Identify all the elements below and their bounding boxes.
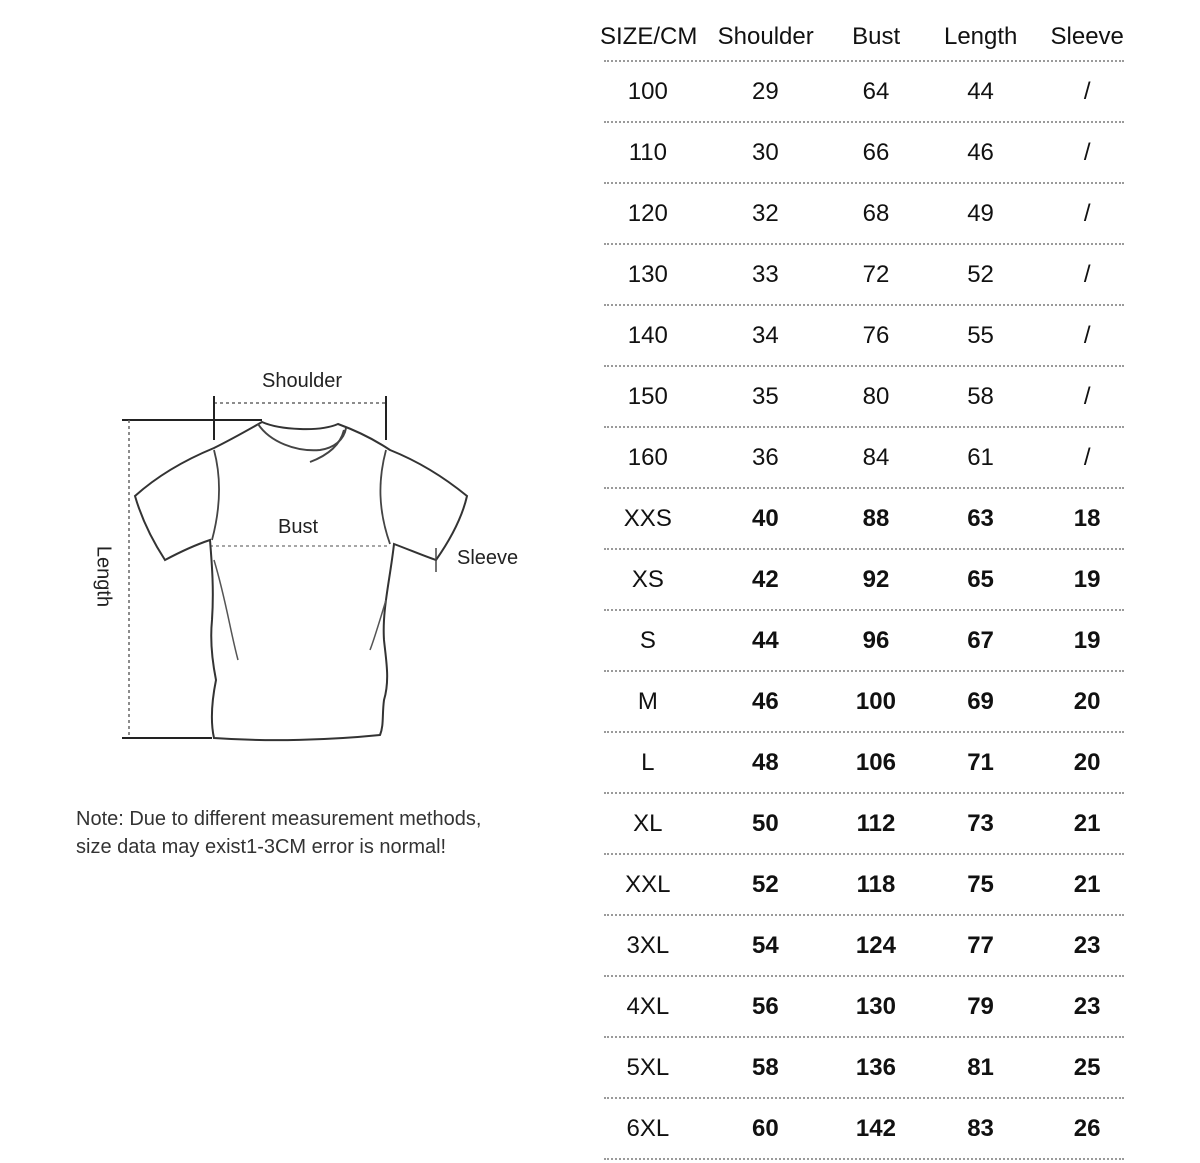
table-cell: 124 xyxy=(855,931,896,959)
table-cell: 35 xyxy=(752,382,779,410)
table-cell: 30 xyxy=(752,138,779,166)
bust-label: Bust xyxy=(278,516,319,538)
table-row xyxy=(600,794,1130,853)
table-row xyxy=(600,733,1130,792)
table-cell: 19 xyxy=(1073,626,1101,654)
table-cell: 23 xyxy=(1073,992,1101,1020)
table-cell: 150 xyxy=(627,382,668,410)
table-cell: 58 xyxy=(967,382,994,410)
table-cell: 48 xyxy=(752,748,779,776)
column-header: Bust xyxy=(852,23,901,50)
table-cell: 44 xyxy=(967,77,994,105)
column-header: Shoulder xyxy=(717,23,814,50)
table-cell: 50 xyxy=(752,809,779,837)
note-line-1: Note: Due to different measurement methods, xyxy=(76,808,482,830)
table-cell: 46 xyxy=(967,138,994,166)
measurement-note xyxy=(76,805,556,861)
table-cell: 40 xyxy=(752,504,779,532)
table-cell: 142 xyxy=(855,1114,896,1142)
table-cell: 5XL xyxy=(626,1053,670,1081)
table-cell: 58 xyxy=(752,1053,779,1081)
table-cell: 25 xyxy=(1073,1053,1101,1081)
table-cell: 106 xyxy=(855,748,896,776)
table-cell: 72 xyxy=(862,260,890,288)
table-cell: 20 xyxy=(1073,687,1101,715)
column-header: Sleeve xyxy=(1050,23,1124,50)
table-cell: 65 xyxy=(967,565,994,593)
table-row xyxy=(600,1099,1130,1158)
table-cell: 77 xyxy=(967,931,994,959)
table-cell: 130 xyxy=(855,992,896,1020)
table-row xyxy=(600,1038,1130,1097)
table-cell: 69 xyxy=(967,687,994,715)
table-cell: 63 xyxy=(967,504,994,532)
table-row xyxy=(600,184,1130,243)
table-cell: / xyxy=(1083,199,1091,227)
column-header: SIZE/CM xyxy=(600,23,698,50)
table-cell: 56 xyxy=(752,992,779,1020)
table-cell: 110 xyxy=(628,138,667,166)
table-cell: 23 xyxy=(1073,931,1101,959)
table-cell: 120 xyxy=(627,199,668,227)
table-cell: 136 xyxy=(855,1053,896,1081)
table-cell: 71 xyxy=(967,748,994,776)
tshirt-diagram xyxy=(0,0,590,1163)
table-cell: 75 xyxy=(967,870,994,898)
table-cell: 60 xyxy=(752,1114,779,1142)
table-row xyxy=(600,977,1130,1036)
table-cell: XXL xyxy=(625,870,671,898)
table-cell: 55 xyxy=(967,321,994,349)
table-cell: 46 xyxy=(752,687,779,715)
table-cell: 79 xyxy=(967,992,994,1020)
table-cell: 80 xyxy=(862,382,890,410)
table-cell: 33 xyxy=(752,260,779,288)
table-cell: 21 xyxy=(1073,870,1101,898)
table-cell: XXS xyxy=(623,504,672,532)
table-cell: 66 xyxy=(862,138,890,166)
table-cell: 67 xyxy=(967,626,994,654)
size-chart-table xyxy=(600,14,1130,1160)
table-cell: 29 xyxy=(752,77,779,105)
table-cell: 92 xyxy=(862,565,890,593)
table-cell: / xyxy=(1083,443,1091,471)
table-row xyxy=(600,306,1130,365)
table-cell: / xyxy=(1083,321,1091,349)
table-cell: 18 xyxy=(1073,504,1101,532)
table-cell: 88 xyxy=(862,504,890,532)
table-cell: / xyxy=(1083,77,1091,105)
table-row xyxy=(600,62,1130,121)
table-cell: 49 xyxy=(967,199,994,227)
table-cell: M xyxy=(637,687,658,715)
table-cell: 100 xyxy=(855,687,896,715)
table-cell: 140 xyxy=(627,321,668,349)
shoulder-label: Shoulder xyxy=(262,370,343,392)
table-cell: 76 xyxy=(862,321,890,349)
table-cell: S xyxy=(639,626,656,654)
table-cell: XS xyxy=(631,565,664,593)
row-divider xyxy=(604,1158,1124,1160)
table-cell: 52 xyxy=(752,870,779,898)
table-cell: 64 xyxy=(862,77,890,105)
table-cell: 96 xyxy=(862,626,890,654)
table-row xyxy=(600,123,1130,182)
table-cell: 3XL xyxy=(626,931,670,959)
table-row xyxy=(600,611,1130,670)
table-cell: 26 xyxy=(1073,1114,1101,1142)
table-cell: 118 xyxy=(856,870,896,898)
table-cell: / xyxy=(1083,260,1091,288)
table-cell: 73 xyxy=(967,809,994,837)
table-cell: 20 xyxy=(1073,748,1101,776)
table-cell: 54 xyxy=(752,931,779,959)
table-row xyxy=(600,489,1130,548)
table-cell: 84 xyxy=(862,443,890,471)
table-cell: L xyxy=(641,748,655,776)
table-cell: 21 xyxy=(1073,809,1101,837)
table-cell: 68 xyxy=(862,199,890,227)
table-cell: XL xyxy=(633,809,663,837)
table-row xyxy=(600,916,1130,975)
table-cell: 4XL xyxy=(626,992,670,1020)
table-cell: 34 xyxy=(752,321,779,349)
tshirt-outline-illustration xyxy=(0,0,590,800)
table-cell: 100 xyxy=(627,77,668,105)
table-cell: 32 xyxy=(752,199,779,227)
table-cell: 6XL xyxy=(626,1114,670,1142)
table-row xyxy=(600,245,1130,304)
table-cell: 81 xyxy=(967,1053,994,1081)
table-cell: 19 xyxy=(1073,565,1101,593)
column-header: Length xyxy=(943,23,1018,50)
table-cell: 42 xyxy=(752,565,779,593)
table-row xyxy=(600,672,1130,731)
table-row xyxy=(600,855,1130,914)
table-cell: / xyxy=(1083,138,1091,166)
table-cell: 130 xyxy=(627,260,668,288)
table-cell: 36 xyxy=(752,443,779,471)
table-row xyxy=(600,428,1130,487)
table-cell: 83 xyxy=(967,1114,994,1142)
table-header-row xyxy=(600,14,1130,60)
table-cell: 112 xyxy=(856,809,896,837)
table-cell: 160 xyxy=(627,443,668,471)
note-line-2: size data may exist1-3CM error is normal! xyxy=(76,836,447,858)
table-body xyxy=(600,60,1130,1160)
table-row xyxy=(600,550,1130,609)
table-cell: / xyxy=(1083,382,1091,410)
length-label: Length xyxy=(92,545,115,608)
table-cell: 52 xyxy=(967,260,994,288)
table-cell: 61 xyxy=(967,443,994,471)
table-row xyxy=(600,367,1130,426)
table-cell: 44 xyxy=(752,626,779,654)
sleeve-label: Sleeve xyxy=(457,547,519,569)
